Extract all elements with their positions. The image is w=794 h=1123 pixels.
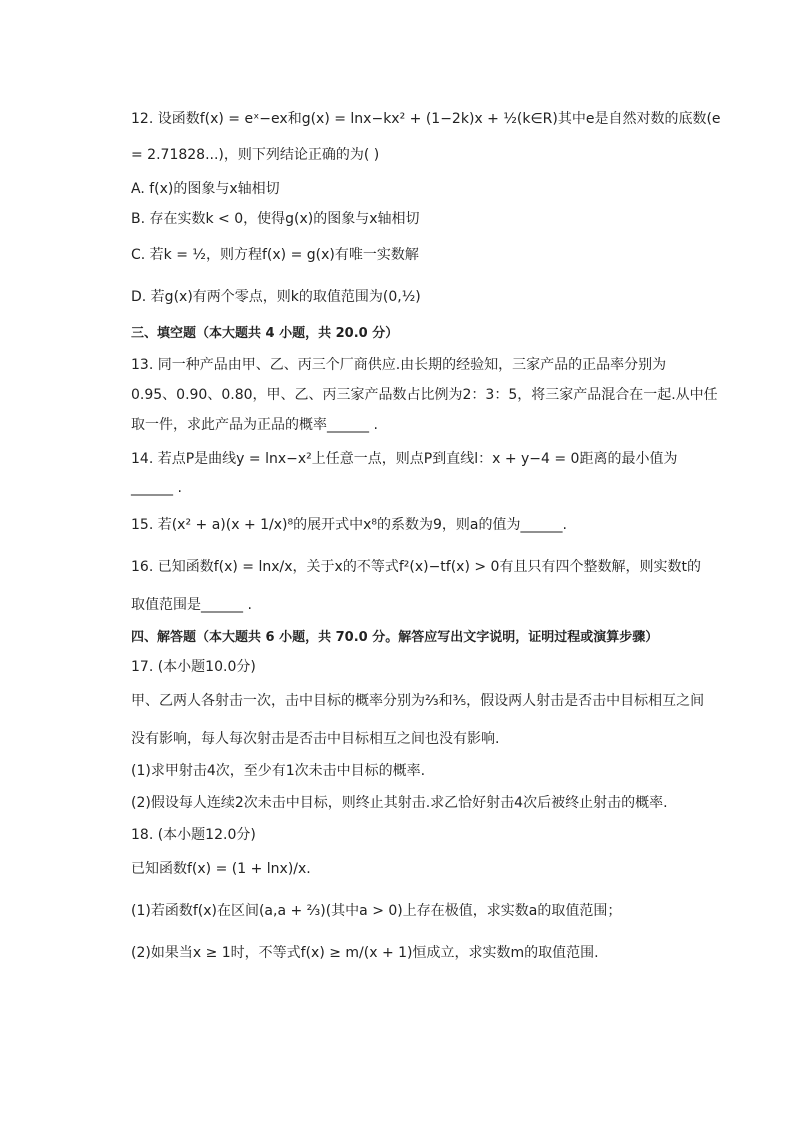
q18-part2: (2)如果当x ≥ 1时，不等式f(x) ≥ m/(x + 1)恒成立，求实数m的取值范围. [131,945,599,961]
q17-part2: (2)假设每人连续2次未击中目标，则终止其射击.求乙恰好射击4次后被终止射击的概率. [131,795,668,811]
q13-line1: 13. 同一种产品由甲、乙、丙三个厂商供应.由长期的经验知，三家产品的正品率分别为 [131,357,667,373]
q17-part1: (1)求甲射击4次，至少有1次未击中目标的概率. [131,763,426,779]
section-4-heading: 四、解答题（本大题共 6 小题，共 70.0 分。解答应写出文字说明，证明过程或演算步骤） [131,630,659,645]
q13-line2: 0.95、0.90、0.80，甲、乙、丙三家产品数占比例为2：3：5，将三家产品混合在一起.从中任 [131,387,718,403]
q12-option-c: C. 若k = ½，则方程f(x) = g(x)有唯一实数解 [131,247,419,263]
section-3-heading: 三、填空题（本大题共 4 小题，共 20.0 分） [131,326,399,341]
q12-option-b: B. 存在实数k < 0，使得g(x)的图象与x轴相切 [131,211,420,227]
q17-stem-line1: 甲、乙两人各射击一次，击中目标的概率分别为⅔和⅗，假设两人射击是否击中目标相互之间 [131,693,705,709]
q17-header: 17. (本小题10.0分) [131,659,256,675]
q18-stem: 已知函数f(x) = (1 + lnx)/x. [131,861,311,877]
q18-part1: (1)若函数f(x)在区间(a,a + ⅔)(其中a > 0)上存在极值，求实数a的取值范围； [131,903,622,919]
q16-line2: 取值范围是______ . [131,597,252,613]
q17-stem-line2: 没有影响，每人每次射击是否击中目标相互之间也没有影响. [131,731,500,747]
q14-line2: ______ . [131,480,182,496]
q12-stem-line1: 12. 设函数f(x) = eˣ−ex和g(x) = lnx−kx² + (1−2k)x + ½(k∈R)其中e是自然对数的底数(e [131,111,721,127]
q13-line3: 取一件，求此产品为正品的概率______ . [131,417,378,433]
q12-option-a: A. f(x)的图象与x轴相切 [131,181,280,197]
q15-line: 15. 若(x² + a)(x + 1/x)⁸的展开式中x⁸的系数为9，则a的值为______. [131,517,567,533]
q18-header: 18. (本小题12.0分) [131,827,256,843]
q12-option-d: D. 若g(x)有两个零点，则k的取值范围为(0,½) [131,289,421,305]
q16-line1: 16. 已知函数f(x) = lnx/x，关于x的不等式f²(x)−tf(x) > 0有且只有四个整数解，则实数t的 [131,559,701,575]
q14-line1: 14. 若点P是曲线y = lnx−x²上任意一点，则点P到直线l：x + y−4 = 0距离的最小值为 [131,451,678,467]
q12-stem-line2: = 2.71828...)，则下列结论正确的为( ) [131,147,380,163]
